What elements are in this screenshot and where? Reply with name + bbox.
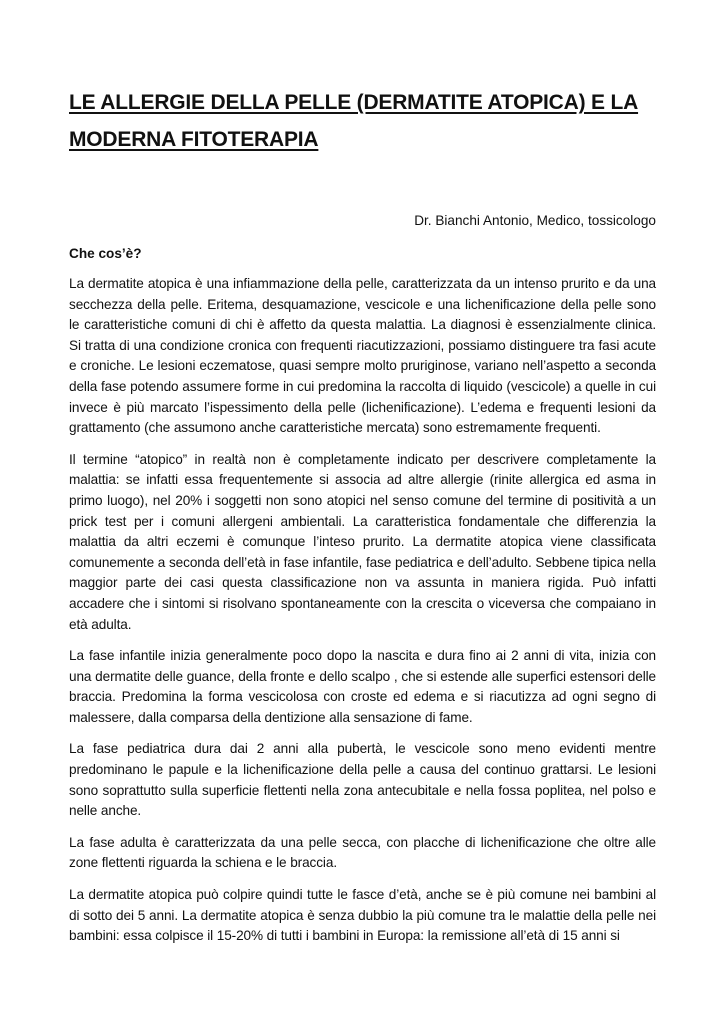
paragraph: Il termine “atopico” in realtà non è completamente indicato per descrivere completamente la malattia: se infatti essa frequentemente si associa ad altre allergie (rinite allergica ed asma in primo luogo), nel 20% i soggetti non sono atopici nel senso comune del termine di positività a un prick test per i comuni allergeni ambientali. La caratteristica fondamentale che differenzia la malattia da altri eczemi è comunque l’inteso prurito. La dermatite atopica viene classificata comunemente a seconda dell’età in fase infantile, fase pediatrica e dell’adulto. Sebbene tipica nella maggior parte dei casi questa classificazione non va assunta in maniera rigida. Può infatti accadere che i sintomi si risolvano spontaneamente con la crescita o viceversa che compaiano in età adulta. bbox=[69, 451, 656, 632]
author-line: Dr. Bianchi Antonio, Medico, tossicologo bbox=[414, 213, 656, 228]
document-title: LE ALLERGIE DELLA PELLE (DERMATITE ATOPICA) E LA MODERNA FITOTERAPIA bbox=[69, 91, 639, 151]
paragraph: La dermatite atopica può colpire quindi tutte le fasce d’età, anche se è più comune nei bambini al di sotto dei 5 anni. La dermatite atopica è senza dubbio la più comune tra le malattie della pelle nei bambini: essa colpisce il 15-20% di tutti i bambini in Europa: la remissione all’età di 15 anni si bbox=[69, 887, 656, 944]
body-text bbox=[69, 274, 656, 958]
paragraph: La fase infantile inizia generalmente poco dopo la nascita e dura fino ai 2 anni di vita, inizia con una dermatite delle guance, della fronte e dello scalpo , che si estende alle superfici estensori delle braccia. Predomina la forma vescicolosa con croste ed edema e si riacutizza ad ogni segno di malessere, dalla comparsa della dentizione alla sensazione di fame. bbox=[69, 648, 656, 725]
section-heading: Che cos’è? bbox=[69, 246, 142, 261]
paragraph: La fase adulta è caratterizzata da una pelle secca, con placche di lichenificazione che oltre alle zone flettenti riguarda la schiena e le braccia. bbox=[69, 834, 656, 871]
paragraph: La fase pediatrica dura dai 2 anni alla pubertà, le vescicole sono meno evidenti mentre predominano le papule e la lichenificazione della pelle a causa del continuo grattarsi. Le lesioni sono soprattutto sulla superficie flettenti nella zona antecubitale e nella fossa poplitea, nel polso e nelle anche. bbox=[69, 741, 656, 819]
paragraph: La dermatite atopica è una infiammazione della pelle, caratterizzata da un intenso prurito e da una secchezza della pelle. Eritema, desquamazione, vescicole e una lichenificazione della pelle sono le caratteristiche comuni di chi è affetto da questa malattia. La diagnosi è essenzialmente clinica. Si tratta di una condizione cronica con frequenti riacutizzazioni, possiamo distinguere tra fasi acute e croniche. Le lesioni eczematose, quasi sempre molto pruriginose, variano nell’aspetto a seconda della fase potendo assumere forme in cui predomina la raccolta di liquido (vescicole) a quelle in cui invece è più marcato l’ispessimento della pelle (lichenificazione). L’edema e frequenti lesioni da grattamento (che assumono anche caratteristiche mercata) sono estremamente frequenti. bbox=[69, 276, 656, 436]
